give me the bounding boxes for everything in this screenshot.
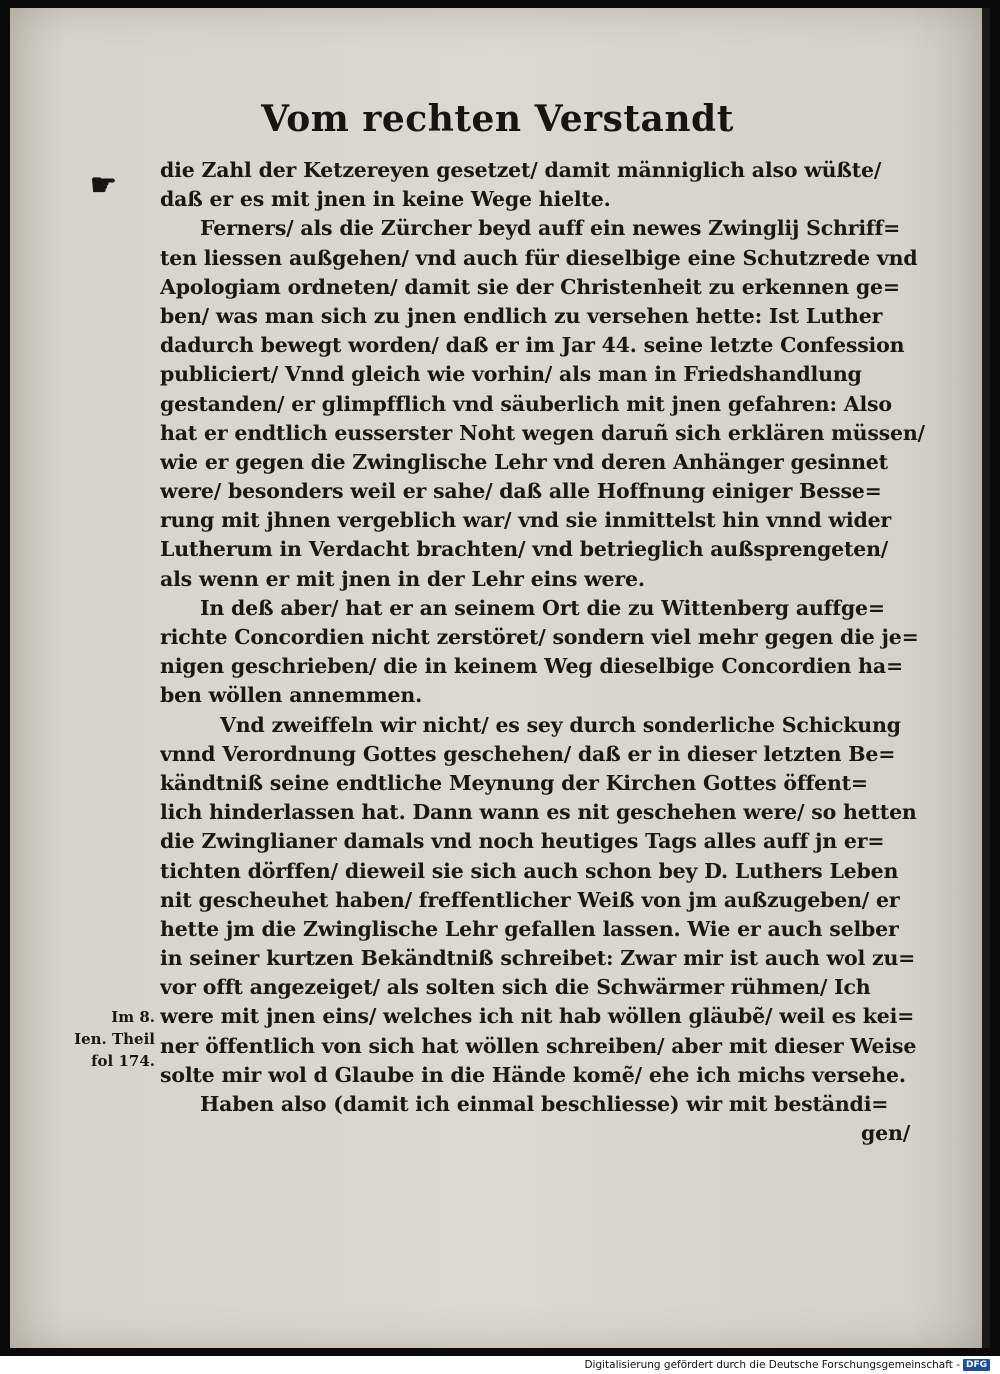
pointing-hand-icon: ☛ <box>90 168 117 203</box>
text-line: hat er endtlich eusserster Noht wegen daruñ sich erklären müssen/ <box>160 420 925 445</box>
text-line: vor offt angezeiget/ als solten sich die Schwärmer rühmen/ Ich <box>160 975 871 1000</box>
text-line: gen/ <box>861 1121 910 1146</box>
text-line: gestanden/ er glimpfflich vnd säuberlich mit jnen gefahren: Also <box>160 391 892 416</box>
book-page <box>10 8 985 1348</box>
text-line: publiciert/ Vnnd gleich wie vorhin/ als man in Friedshandlung <box>160 362 862 387</box>
text-line: dadurch bewegt worden/ daß er im Jar 44. seine letzte Confession <box>160 333 905 358</box>
text-line: als wenn er mit jnen in der Lehr eins were. <box>160 566 645 591</box>
text-line: ten liessen außgehen/ vnd auch für dieselbige eine Schutzrede vnd <box>160 245 918 270</box>
text-line: In deß aber/ hat er an seinem Ort die zu Wittenberg auffge= <box>200 595 885 620</box>
text-line: die Zahl der Ketzereyen gesetzet/ damit männiglich also wüßte/ <box>160 158 882 182</box>
text-line: Haben also (damit ich einmal beschliesse) wir mit beständi= <box>200 1092 889 1116</box>
text-line: were mit jnen eins/ welches ich nit hab wöllen gläubẽ/ weil es kei= <box>160 1004 915 1029</box>
text-line: die Zwinglianer damals vnd noch heutiges Tags alles auff jn er= <box>160 829 885 854</box>
text-line: rung mit jhnen vergeblich war/ vnd sie inmittelst hin vnnd wider <box>160 508 892 533</box>
text-line: Vnd zweiffeln wir nicht/ es sey durch sonderliche Schickung <box>220 712 901 737</box>
text-line: tichten dörffen/ dieweil sie sich auch schon bey D. Luthers Leben <box>160 858 899 883</box>
page-header: Vom rechten Verstandt <box>261 98 734 140</box>
text-line: in seiner kurtzen Bekändtniß schreibet: Zwar mir ist auch wol zu= <box>160 946 916 971</box>
text-line: Lutherum in Verdacht brachten/ vnd betrieglich außsprengeten/ <box>160 537 889 562</box>
text-line: ner öffentlich von sich hat wöllen schreiben/ aber mit dieser Weise <box>160 1033 917 1058</box>
footer <box>0 1356 990 1374</box>
text-line: richte Concordien nicht zerstöret/ sondern viel mehr gegen die je= <box>160 625 919 649</box>
text-line: were/ besonders weil er sahe/ daß alle Hoffnung einiger Besse= <box>160 479 882 504</box>
text-line: ben wöllen annemmen. <box>160 683 422 708</box>
dfg-logo[interactable]: DFG <box>963 1359 990 1371</box>
text-line: Ferners/ als die Zürcher beyd auff ein newes Zwinglij Schriff= <box>200 216 901 241</box>
text-line: kändtniß seine endtliche Meynung der Kirchen Gottes öffent= <box>160 770 868 795</box>
margin-note-line: Im 8. <box>111 1008 155 1026</box>
text-line: hette jm die Zwinglische Lehr gefallen lassen. Wie er auch selber <box>160 916 899 941</box>
text-line: nigen geschrieben/ die in keinem Weg dieselbige Concordien ha= <box>160 654 903 679</box>
text-line: Apologiam ordneten/ damit sie der Christenheit zu erkennen ge= <box>160 274 900 299</box>
text-line: solte mir wol d Glaube in die Hände komẽ/ ehe ich michs versehe. <box>160 1062 906 1087</box>
text-line: daß er es mit jnen in keine Wege hielte. <box>160 187 611 212</box>
text-line: nit gescheuhet haben/ freffentlicher Weiß von jm außzugeben/ er <box>160 887 900 912</box>
page-edge <box>982 8 990 1348</box>
text-line: wie er gegen die Zwinglische Lehr vnd deren Anhänger gesinnet <box>160 449 888 474</box>
margin-note-line: Ien. Theil <box>74 1030 155 1048</box>
margin-note <box>65 1006 155 1072</box>
margin-note-line: fol 174. <box>91 1052 155 1070</box>
body-text <box>160 156 930 1148</box>
text-line: vnnd Verordnung Gottes geschehen/ daß er in dieser letzten Be= <box>160 741 896 766</box>
text-line: lich hinderlassen hat. Dann wann es nit geschehen were/ so hetten <box>160 800 917 825</box>
footer-text: Digitalisierung gefördert durch die Deutsche Forschungsgemeinschaft - <box>584 1359 960 1371</box>
text-line: ben/ was man sich zu jnen endlich zu versehen hette: Ist Luther <box>160 303 883 328</box>
